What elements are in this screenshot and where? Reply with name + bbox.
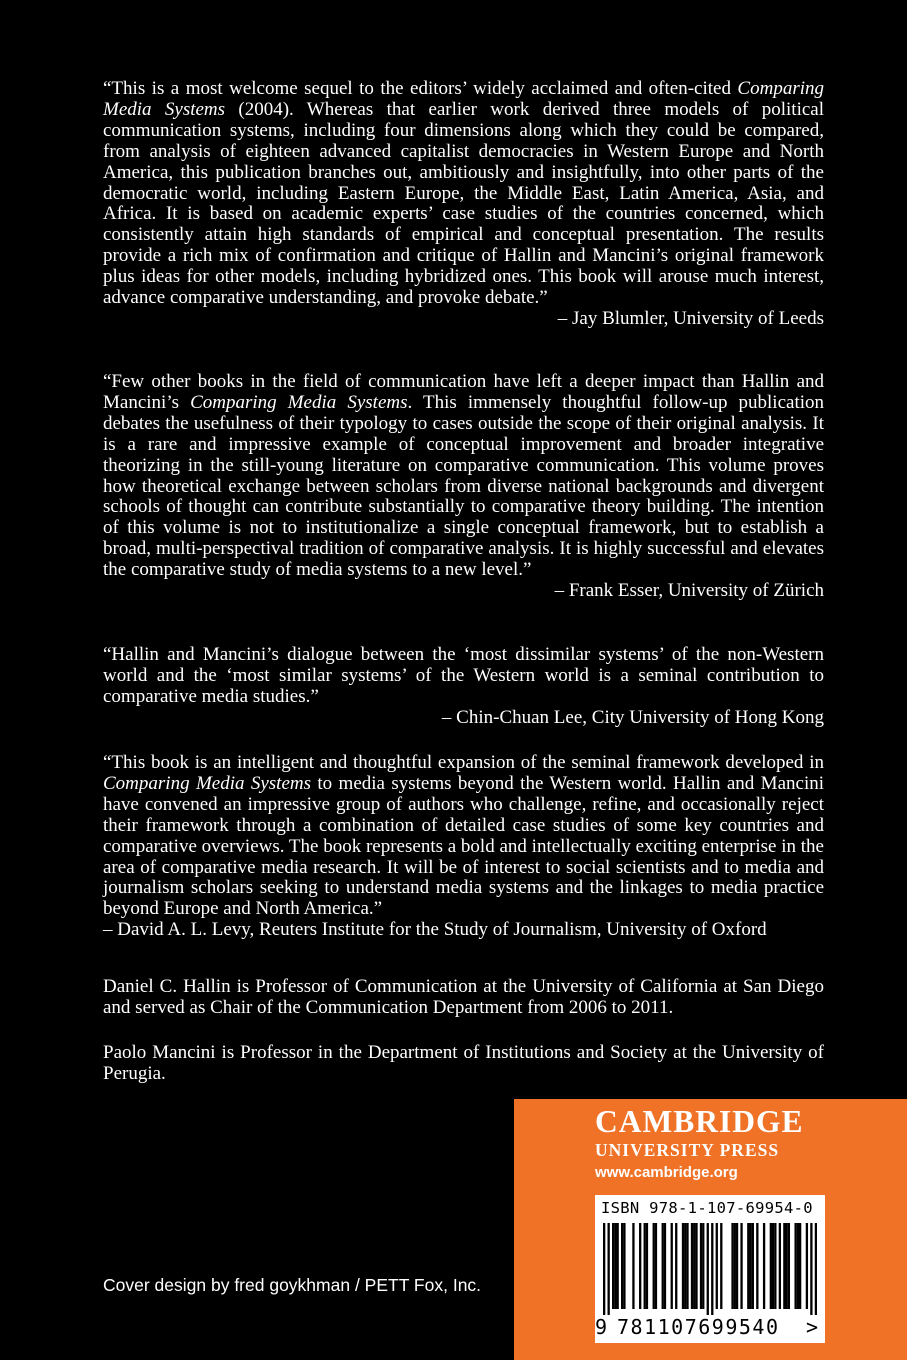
quote-text: “This is a most welcome sequel to the editors’ widely acclaimed and often-cited Comparing Media Systems (2004). Whereas that earlier work derived three models of political communication systems, including four dimensions along which they could be compared, from analysis of eighteen advanced capitalist democracies in Western Europe and North America, this publication branches out, ambitiously and insightfully, into other parts of the democratic world, including Eastern Europe, the Middle East, Latin America, Asia, and Africa. It is based on academic experts’ case studies of the countries concerned, which consistently attain high standards of empirical and conceptual presentation. The results provide a rich mix of confirmation and critique of Hallin and Mancini’s original framework plus ideas for other models, including hybridized ones. This book will arouse much interest, advance comparative understanding, and provoke debate.” <box>103 78 824 309</box>
publisher-name: CAMBRIDGE <box>595 1104 804 1139</box>
review-quote-2 <box>103 372 824 602</box>
barcode-bar <box>774 1223 776 1309</box>
barcode-bar <box>675 1223 677 1309</box>
barcode-bars <box>603 1223 817 1315</box>
barcode-bar <box>695 1223 697 1309</box>
barcode-bar <box>772 1223 774 1309</box>
barcode-bar <box>608 1223 610 1315</box>
barcode-bar <box>763 1223 765 1309</box>
review-quote-4 <box>103 753 824 941</box>
quote-attribution: – Jay Blumler, University of Leeds <box>557 307 824 329</box>
quote-text: “This book is an intelligent and thoughtful expansion of the seminal framework developed in Comparing Media Systems to media systems beyond the Western world. Hallin and Mancini have convened an impressive group of authors who challenge, refine, and occasionally reject their framework through a combination of detailed case studies of some key countries and comparative overviews. The book represents a bold and intellectually exciting enterprise in the area of comparative media research. It will be of interest to social scientists and to media and journalism scholars seeking to understand media systems and the linkages to media practice beyond Europe and North America.” <box>103 752 825 920</box>
barcode-bar <box>707 1223 709 1315</box>
review-quote-1 <box>103 79 824 330</box>
publisher-panel <box>514 1099 907 1360</box>
barcode-bar <box>720 1223 722 1309</box>
publisher-subname: UNIVERSITY PRESS <box>595 1140 780 1160</box>
barcode-bar <box>799 1223 801 1309</box>
barcode-bar <box>655 1223 657 1309</box>
barcode-bar <box>623 1223 625 1309</box>
barcode-bar <box>740 1223 742 1309</box>
barcode-bar <box>639 1223 641 1309</box>
barcode-bar <box>617 1223 619 1309</box>
barcode-bar <box>794 1223 796 1309</box>
barcode-bar <box>612 1223 614 1309</box>
barcode-bar <box>664 1223 666 1309</box>
bio-text: Paolo Mancini is Professor in the Department of Institutions and Society at the University of Perugia. <box>103 1042 824 1084</box>
barcode-bar <box>700 1223 702 1309</box>
barcode-bar <box>810 1223 812 1315</box>
barcode-bar <box>662 1223 664 1309</box>
barcode-bar <box>749 1223 751 1309</box>
barcode-bar <box>752 1223 754 1309</box>
quote-text: “Hallin and Mancini’s dialogue between the ‘most dissimilar systems’ of the non-Western world and the ‘most similar systems’ of the Western world is a seminal contribution to comparative media studies.” <box>103 644 824 707</box>
barcode-digits: 781107699540 <box>617 1315 780 1339</box>
barcode-bar <box>756 1223 758 1309</box>
barcode-bar <box>614 1223 616 1309</box>
barcode-bar <box>691 1223 693 1309</box>
cover-design-credit: Cover design by fred goykhman / PETT Fox, Inc. <box>103 1275 482 1295</box>
barcode-bar <box>603 1223 605 1315</box>
barcode-bar <box>621 1223 623 1309</box>
barcode-bar <box>806 1223 808 1309</box>
barcode-bar <box>684 1223 686 1309</box>
barcode-bar <box>770 1223 772 1309</box>
barcode-bar <box>788 1223 790 1309</box>
author-bio-hallin <box>103 977 824 1019</box>
isbn-label: ISBN 978-1-107-69954-0 <box>601 1199 813 1217</box>
barcode-bar <box>785 1223 787 1309</box>
author-bio-mancini <box>103 1043 824 1085</box>
barcode-bar <box>716 1223 718 1309</box>
barcode-bar <box>783 1223 785 1309</box>
barcode-bar <box>736 1223 738 1309</box>
isbn-barcode <box>595 1195 825 1343</box>
barcode-bar <box>731 1223 733 1309</box>
barcode-bar <box>693 1223 695 1309</box>
publisher-url: www.cambridge.org <box>595 1164 738 1181</box>
barcode-bar <box>686 1223 688 1309</box>
barcode-bar <box>632 1223 634 1309</box>
barcode-bar <box>734 1223 736 1309</box>
barcode-bar <box>644 1223 646 1309</box>
quote-attribution: – David A. L. Levy, Reuters Institute for the Study of Journalism, University of Oxford <box>103 919 767 941</box>
bio-text: Daniel C. Hallin is Professor of Communication at the University of California at San Diego and served as Chair of the Communication Department from 2006 to 2011. <box>103 976 824 1018</box>
barcode-bar <box>702 1223 704 1309</box>
barcode-bar <box>747 1223 749 1309</box>
barcode-bar <box>711 1223 713 1315</box>
barcode-bar <box>671 1223 673 1309</box>
barcode-bar <box>779 1223 781 1309</box>
barcode-bar <box>682 1223 684 1309</box>
review-quote-3 <box>103 645 824 729</box>
barcode-bar <box>646 1223 648 1309</box>
barcode-end-mark: > <box>806 1315 819 1339</box>
quote-attribution: – Frank Esser, University of Zürich <box>554 580 824 602</box>
barcode-first-digit: 9 <box>595 1315 608 1339</box>
barcode-bar <box>653 1223 655 1309</box>
barcode-bar <box>815 1223 817 1315</box>
barcode-bar <box>797 1223 799 1309</box>
quote-text: “Few other books in the field of communication have left a deeper impact than Hallin and Mancini’s Comparing Media Systems. This immensely thoughtful follow-up publication debates the usefulness of their typology to cases outside the scope of their original analysis. It is a rare and impressive example of conceptual improvement and broader integrative theorizing in the still-young literature on comparative communication. This volume proves how theoretical exchange between scholars from diverse national backgrounds and divergent schools of thought can contribute substantially to comparative theory building. The intention of this volume is not to institutionalize a single conceptual framework, but to establish a broad, multi-perspectival tradition of comparative analysis. It is highly successful and elevates the comparative study of media systems to a new level.” <box>103 371 825 581</box>
quote-attribution: – Chin-Chuan Lee, City University of Hong Kong <box>441 706 824 728</box>
